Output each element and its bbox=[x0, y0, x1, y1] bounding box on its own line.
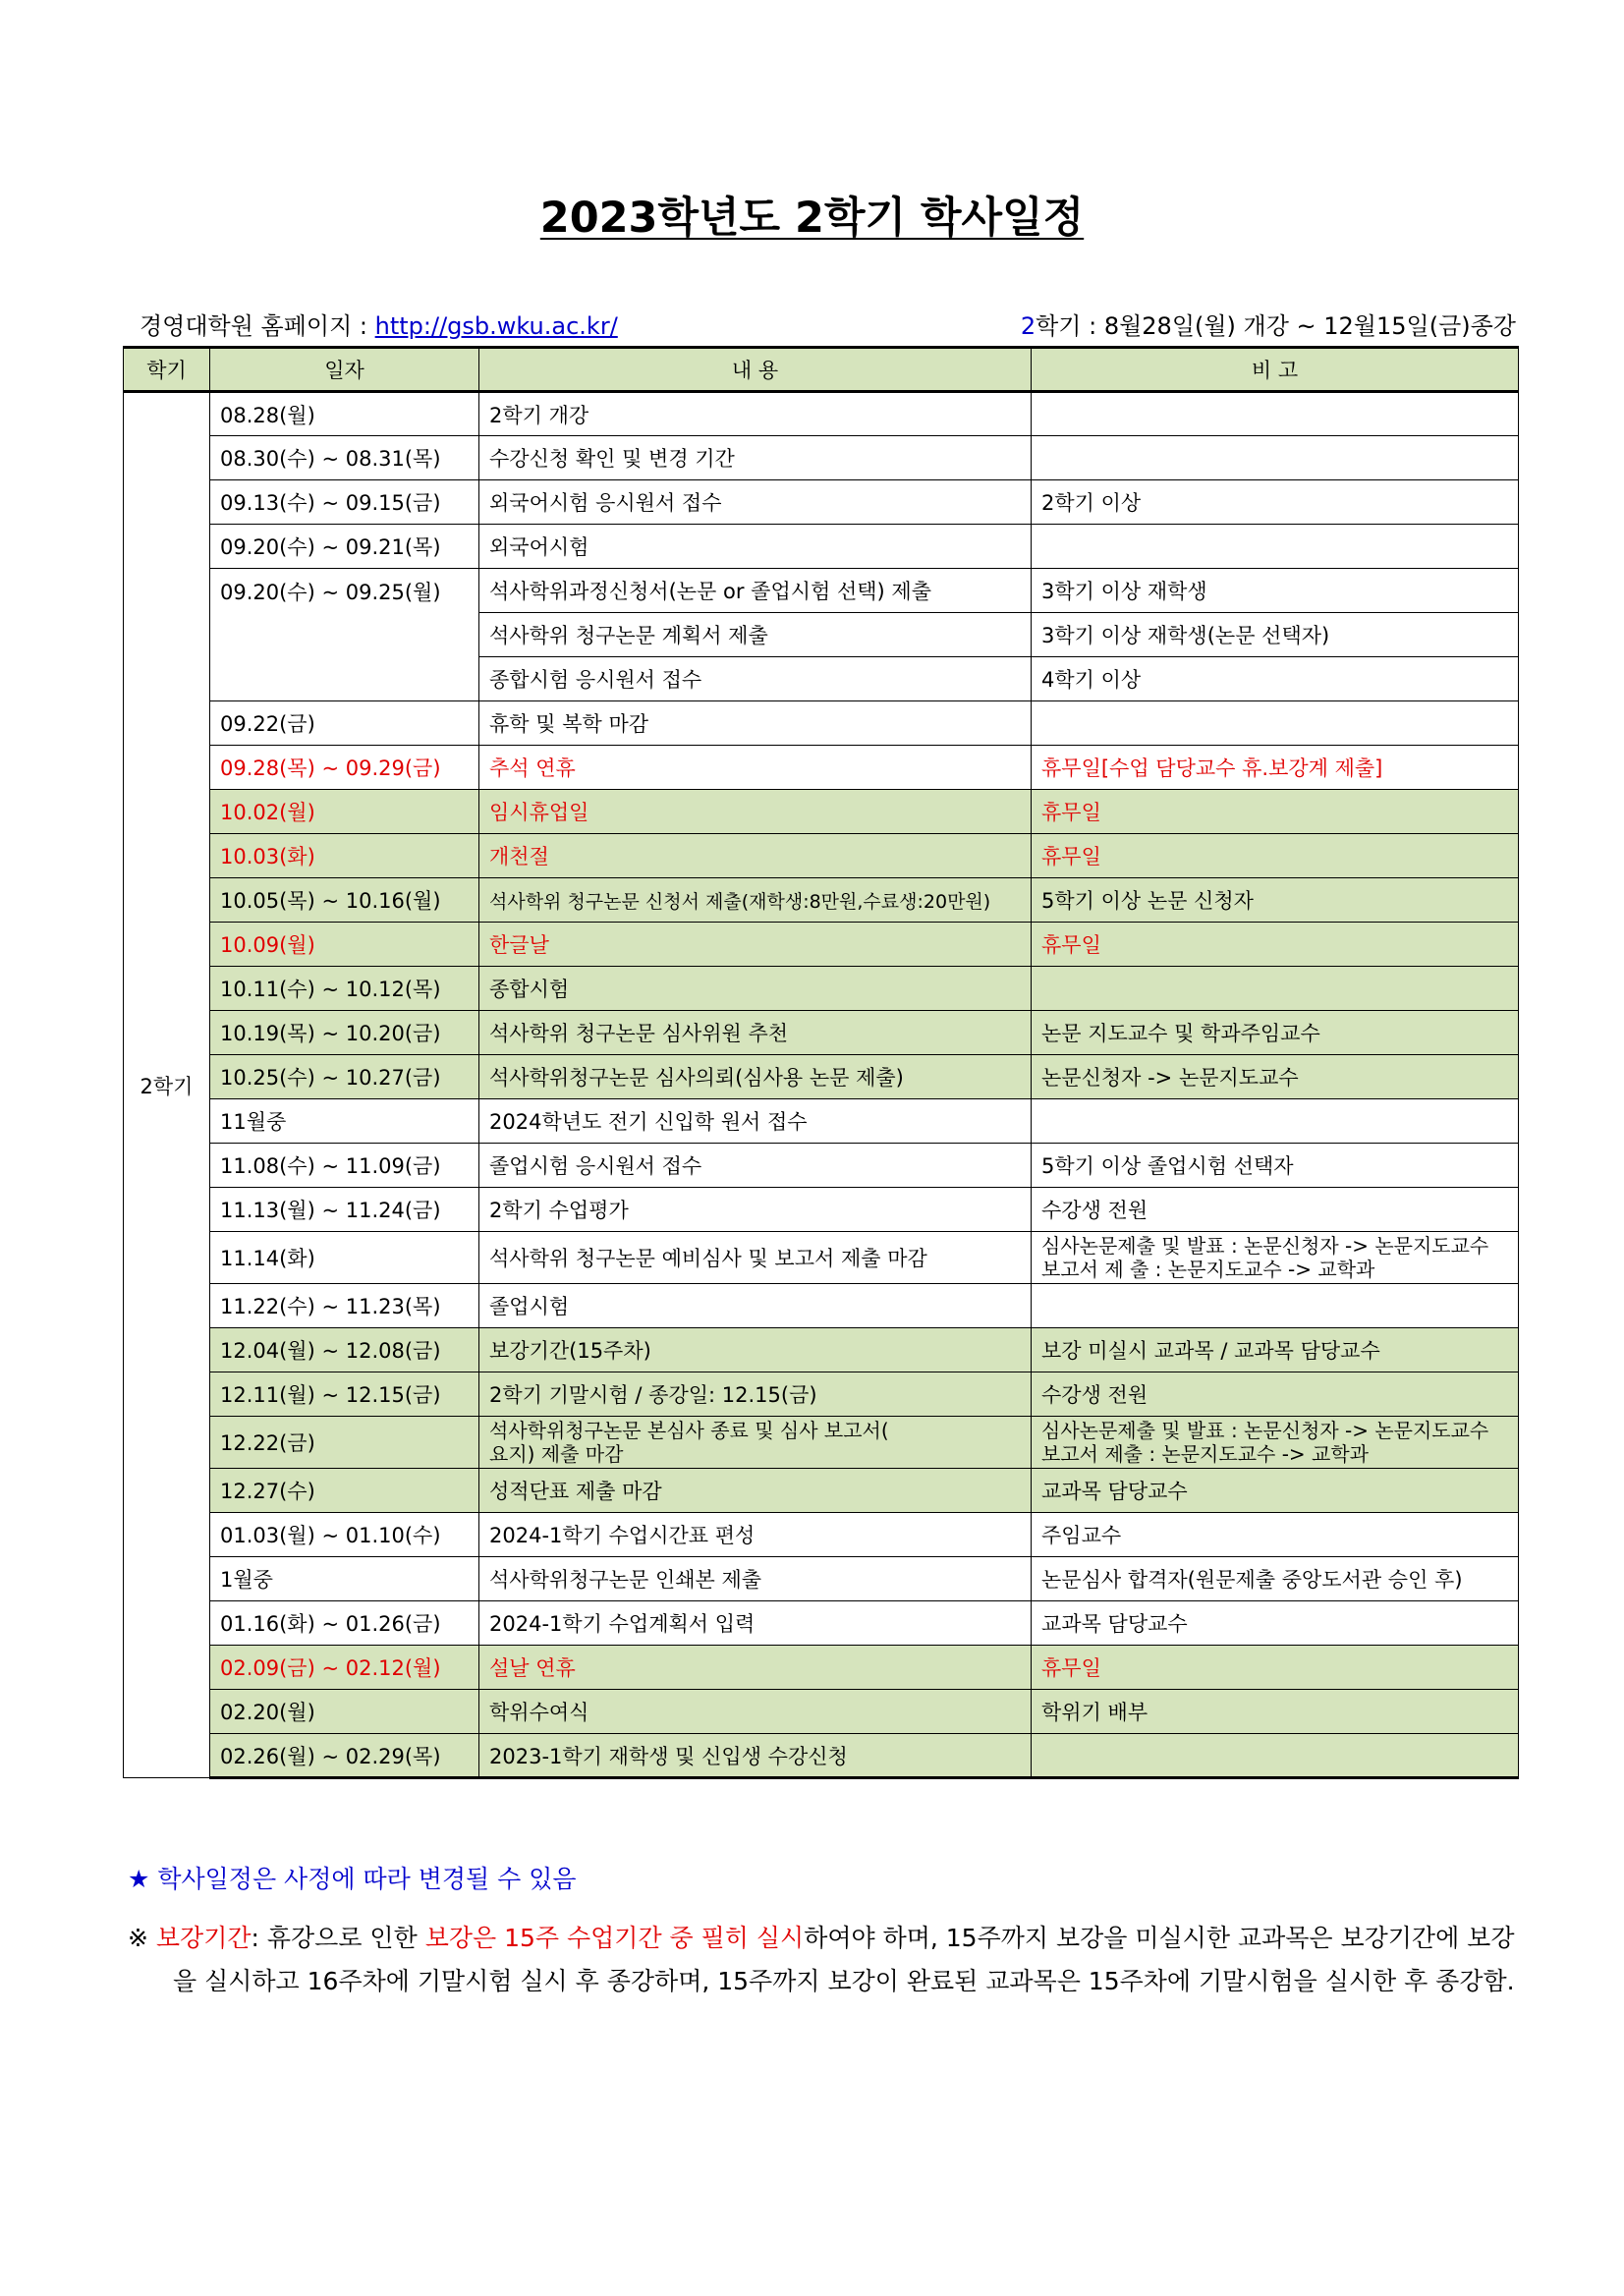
row-content: 임시휴업일 bbox=[479, 790, 1032, 834]
row-content: 성적단표 제출 마감 bbox=[479, 1469, 1032, 1513]
schedule-table bbox=[123, 346, 1519, 1779]
row-date: 10.09(월) bbox=[210, 923, 479, 967]
row-date: 12.27(수) bbox=[210, 1469, 479, 1513]
table-row bbox=[124, 967, 1519, 1011]
homepage-label: 경영대학원 홈페이지 : bbox=[140, 312, 375, 340]
row-note bbox=[1032, 701, 1519, 746]
row-note: 논문심사 합격자(원문제출 중앙도서관 승인 후) bbox=[1032, 1557, 1519, 1601]
row-note: 휴무일 bbox=[1032, 790, 1519, 834]
row-content: 한글날 bbox=[479, 923, 1032, 967]
header-note: 비 고 bbox=[1032, 348, 1519, 392]
row-content: 2024-1학기 수업계획서 입력 bbox=[479, 1601, 1032, 1646]
row-content: 추석 연휴 bbox=[479, 746, 1032, 790]
row-note-line1: 심사논문제출 및 발표 : 논문신청자 -> 논문지도교수 bbox=[1041, 1419, 1489, 1442]
table-row bbox=[124, 1328, 1519, 1372]
row-content: 외국어시험 bbox=[479, 525, 1032, 569]
table-row bbox=[124, 480, 1519, 525]
homepage-link[interactable]: http://gsb.wku.ac.kr/ bbox=[374, 312, 618, 340]
row-note: 3학기 이상 재학생 bbox=[1032, 569, 1519, 613]
row-content: 종합시험 응시원서 접수 bbox=[479, 657, 1032, 701]
row-date: 10.03(화) bbox=[210, 834, 479, 878]
table-row bbox=[124, 1011, 1519, 1055]
page-title: 2023학년도 2학기 학사일정 bbox=[539, 194, 1085, 243]
table-row bbox=[124, 392, 1519, 436]
row-date: 12.11(월) ~ 12.15(금) bbox=[210, 1372, 479, 1417]
row-content: 2023-1학기 재학생 및 신입생 수강신청 bbox=[479, 1734, 1032, 1778]
table-row bbox=[124, 1188, 1519, 1232]
row-content: 학위수여식 bbox=[479, 1690, 1032, 1734]
row-date: 11.08(수) ~ 11.09(금) bbox=[210, 1144, 479, 1188]
table-row bbox=[124, 436, 1519, 480]
row-note: 보강 미실시 교과목 / 교과목 담당교수 bbox=[1032, 1328, 1519, 1372]
table-row bbox=[124, 1690, 1519, 1734]
table-row bbox=[124, 834, 1519, 878]
table-row bbox=[124, 923, 1519, 967]
row-date: 11.22(수) ~ 11.23(목) bbox=[210, 1284, 479, 1328]
row-content: 개천절 bbox=[479, 834, 1032, 878]
row-note-line1: 심사논문제출 및 발표 : 논문신청자 -> 논문지도교수 bbox=[1041, 1234, 1489, 1258]
table-row bbox=[124, 1055, 1519, 1099]
table-row bbox=[124, 1417, 1519, 1469]
row-date: 10.05(목) ~ 10.16(월) bbox=[210, 878, 479, 923]
table-row bbox=[124, 1372, 1519, 1417]
row-date: 12.22(금) bbox=[210, 1417, 479, 1469]
row-content-line2: 요지) 제출 마감 bbox=[489, 1442, 624, 1466]
row-content: 2학기 수업평가 bbox=[479, 1188, 1032, 1232]
table-row bbox=[124, 1284, 1519, 1328]
table-row bbox=[124, 1469, 1519, 1513]
row-note: 수강생 전원 bbox=[1032, 1372, 1519, 1417]
row-content: 석사학위청구논문 심사의뢰(심사용 논문 제출) bbox=[479, 1055, 1032, 1099]
row-date: 09.20(수) ~ 09.21(목) bbox=[210, 525, 479, 569]
row-content: 2학기 기말시험 / 종강일: 12.15(금) bbox=[479, 1372, 1032, 1417]
row-content: 졸업시험 응시원서 접수 bbox=[479, 1144, 1032, 1188]
table-header-row bbox=[124, 348, 1519, 392]
table-row bbox=[124, 1513, 1519, 1557]
table-row bbox=[124, 878, 1519, 923]
row-content: 석사학위과정신청서(논문 or 졸업시험 선택) 제출 bbox=[479, 569, 1032, 613]
row-content: 석사학위 청구논문 신청서 제출(재학생:8만원,수료생:20만원) bbox=[479, 878, 1032, 923]
table-row bbox=[124, 746, 1519, 790]
row-note: 5학기 이상 졸업시험 선택자 bbox=[1032, 1144, 1519, 1188]
row-date: 09.28(목) ~ 09.29(금) bbox=[210, 746, 479, 790]
row-content: 석사학위청구논문 인쇄본 제출 bbox=[479, 1557, 1032, 1601]
header-content: 내 용 bbox=[479, 348, 1032, 392]
row-note bbox=[1032, 525, 1519, 569]
row-date: 10.25(수) ~ 10.27(금) bbox=[210, 1055, 479, 1099]
table-row bbox=[124, 1144, 1519, 1188]
row-date: 09.20(수) ~ 09.25(월) bbox=[210, 569, 479, 701]
row-date: 11월중 bbox=[210, 1099, 479, 1144]
row-note bbox=[1032, 1232, 1519, 1284]
header-date: 일자 bbox=[210, 348, 479, 392]
row-note: 5학기 이상 논문 신청자 bbox=[1032, 878, 1519, 923]
row-content: 졸업시험 bbox=[479, 1284, 1032, 1328]
table-row bbox=[124, 701, 1519, 746]
row-date: 09.22(금) bbox=[210, 701, 479, 746]
table-row bbox=[124, 1232, 1519, 1284]
row-note-line2: 보고서 제 출 : 논문지도교수 -> 교학과 bbox=[1041, 1258, 1375, 1281]
table-row bbox=[124, 1099, 1519, 1144]
row-note: 주임교수 bbox=[1032, 1513, 1519, 1557]
table-row bbox=[124, 569, 1519, 613]
row-content: 외국어시험 응시원서 접수 bbox=[479, 480, 1032, 525]
row-note: 논문신청자 -> 논문지도교수 bbox=[1032, 1055, 1519, 1099]
makeup-emphasis: 보강은 15주 수업기간 중 필히 실시 bbox=[424, 1924, 805, 1952]
row-note: 수강생 전원 bbox=[1032, 1188, 1519, 1232]
term-info-text: 학기 : 8월28일(월) 개강 ~ 12월15일(금)종강 bbox=[1036, 312, 1516, 340]
row-content: 석사학위 청구논문 심사위원 추천 bbox=[479, 1011, 1032, 1055]
row-date: 02.26(월) ~ 02.29(목) bbox=[210, 1734, 479, 1778]
row-content: 휴학 및 복학 마감 bbox=[479, 701, 1032, 746]
row-content: 종합시험 bbox=[479, 967, 1032, 1011]
row-note bbox=[1032, 1099, 1519, 1144]
row-note: 휴무일 bbox=[1032, 834, 1519, 878]
row-content: 2024학년도 전기 신입학 원서 접수 bbox=[479, 1099, 1032, 1144]
row-date: 11.14(화) bbox=[210, 1232, 479, 1284]
row-date: 1월중 bbox=[210, 1557, 479, 1601]
row-date: 10.19(목) ~ 10.20(금) bbox=[210, 1011, 479, 1055]
table-row bbox=[124, 1557, 1519, 1601]
term-prefix: 2 bbox=[1020, 312, 1036, 340]
row-content: 수강신청 확인 및 변경 기간 bbox=[479, 436, 1032, 480]
makeup-text-2: 하여야 하며, 15주까지 보강을 미실시한 교과목은 보강기간에 보강을 실시하고 16주차에 기말시험 실시 후 종강하며, 15주까지 보강이 완료된 교과목은 15주차에 기말시험을 실시한 후 종강함. bbox=[173, 1924, 1515, 1995]
row-note bbox=[1032, 1734, 1519, 1778]
row-date: 02.20(월) bbox=[210, 1690, 479, 1734]
row-note bbox=[1032, 1417, 1519, 1469]
row-note: 교과목 담당교수 bbox=[1032, 1601, 1519, 1646]
row-content: 석사학위 청구논문 계획서 제출 bbox=[479, 613, 1032, 657]
row-date: 11.13(월) ~ 11.24(금) bbox=[210, 1188, 479, 1232]
row-note: 학위기 배부 bbox=[1032, 1690, 1519, 1734]
row-note: 3학기 이상 재학생(논문 선택자) bbox=[1032, 613, 1519, 657]
row-date: 02.09(금) ~ 02.12(월) bbox=[210, 1646, 479, 1690]
row-note-line2: 보고서 제출 : 논문지도교수 -> 교학과 bbox=[1041, 1442, 1369, 1466]
row-date: 12.04(월) ~ 12.08(금) bbox=[210, 1328, 479, 1372]
row-note: 교과목 담당교수 bbox=[1032, 1469, 1519, 1513]
notice-mark: ※ bbox=[128, 1924, 156, 1952]
row-content: 보강기간(15주차) bbox=[479, 1328, 1032, 1372]
makeup-text-1: : 휴강으로 인한 bbox=[251, 1924, 425, 1952]
row-content-line1: 석사학위청구논문 본심사 종료 및 심사 보고서( bbox=[489, 1419, 889, 1442]
row-note bbox=[1032, 392, 1519, 436]
row-date: 09.13(수) ~ 09.15(금) bbox=[210, 480, 479, 525]
makeup-label: 보강기간 bbox=[155, 1924, 252, 1952]
row-note: 휴무일 bbox=[1032, 1646, 1519, 1690]
table-row bbox=[124, 1646, 1519, 1690]
table-row bbox=[124, 525, 1519, 569]
row-date: 10.11(수) ~ 10.12(목) bbox=[210, 967, 479, 1011]
row-content: 석사학위 청구논문 예비심사 및 보고서 제출 마감 bbox=[479, 1232, 1032, 1284]
row-date: 10.02(월) bbox=[210, 790, 479, 834]
header-term: 학기 bbox=[124, 348, 210, 392]
row-note bbox=[1032, 1284, 1519, 1328]
change-notice: ★ 학사일정은 사정에 따라 변경될 수 있음 bbox=[128, 1865, 577, 1893]
row-note: 4학기 이상 bbox=[1032, 657, 1519, 701]
row-date: 01.16(화) ~ 01.26(금) bbox=[210, 1601, 479, 1646]
term-cell: 2학기 bbox=[124, 392, 210, 1778]
row-note: 휴무일 bbox=[1032, 923, 1519, 967]
homepage-line bbox=[140, 307, 618, 341]
row-date: 08.28(월) bbox=[210, 392, 479, 436]
row-content: 설날 연휴 bbox=[479, 1646, 1032, 1690]
row-note bbox=[1032, 436, 1519, 480]
makeup-notice bbox=[128, 1917, 1518, 2003]
table-row bbox=[124, 790, 1519, 834]
row-content: 2024-1학기 수업시간표 편성 bbox=[479, 1513, 1032, 1557]
table-row bbox=[124, 1601, 1519, 1646]
row-note: 논문 지도교수 및 학과주임교수 bbox=[1032, 1011, 1519, 1055]
row-date: 08.30(수) ~ 08.31(목) bbox=[210, 436, 479, 480]
row-date: 01.03(월) ~ 01.10(수) bbox=[210, 1513, 479, 1557]
row-content bbox=[479, 1417, 1032, 1469]
row-note: 2학기 이상 bbox=[1032, 480, 1519, 525]
row-content: 2학기 개강 bbox=[479, 392, 1032, 436]
notes-section bbox=[128, 1860, 1518, 2003]
table-row bbox=[124, 1734, 1519, 1778]
row-note bbox=[1032, 967, 1519, 1011]
row-note: 휴무일[수업 담당교수 휴.보강계 제출] bbox=[1032, 746, 1519, 790]
term-info bbox=[1021, 307, 1516, 341]
